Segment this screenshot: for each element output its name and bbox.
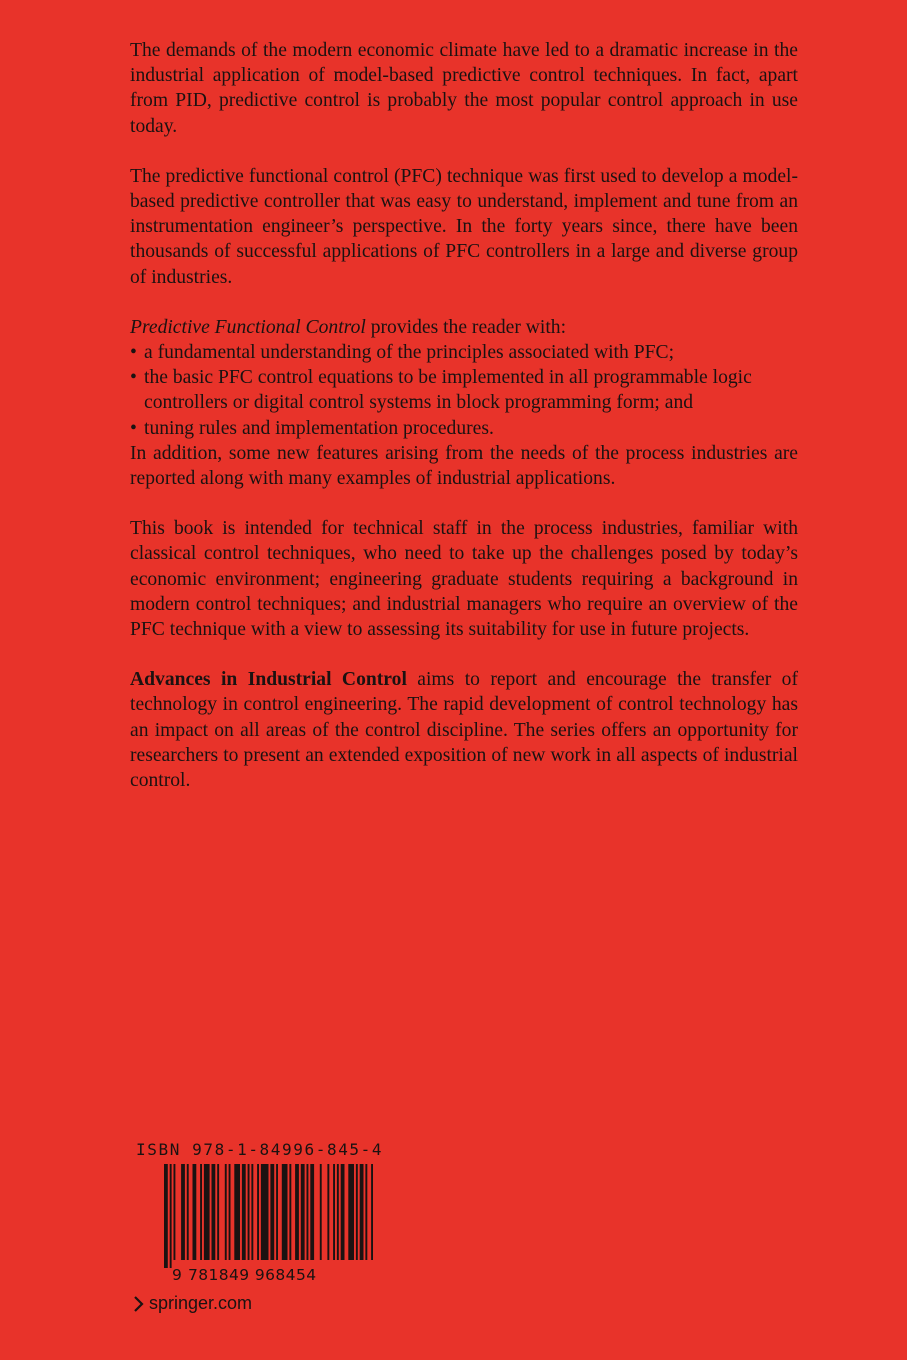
pfc-history-paragraph: The predictive functional control (PFC) technique was first used to develop a model-based predictive controller that was easy to understand, implement and tune from an instrumentation engineer’s perspective. In the forty years since, there have been thousands of successful applications of PFC controllers in a large and diverse group of industries. <box>130 165 798 288</box>
list-item <box>130 365 798 415</box>
publisher-website-text: springer.com <box>149 1293 253 1313</box>
reader-benefits-list <box>130 340 798 441</box>
intro-paragraph: The demands of the modern economic climate have led to a dramatic increase in the industrial application of model-based predictive control techniques. In fact, apart from PID, predictive control is probably the most popular control approach in use today. <box>130 40 798 137</box>
bullet-icon: • <box>130 417 137 439</box>
list-item <box>130 340 798 365</box>
bullet-icon: • <box>130 367 137 389</box>
reader-benefits-intro-text: provides the reader with: <box>365 316 567 338</box>
bullet-icon: • <box>130 342 137 364</box>
publisher-website-link[interactable] <box>133 1293 252 1314</box>
barcode-icon <box>134 1164 380 1274</box>
series-paragraph <box>130 667 798 793</box>
series-description: aims to report and encourage the transfer of technology in control engineering. The rapid development of control technology has an impact on all areas of the control discipline. The series offers an opportunity for researchers to present an extended exposition of new work in all aspects of industrial control. <box>130 669 798 792</box>
chevron-right-icon <box>133 1296 145 1312</box>
list-item <box>130 416 798 441</box>
list-item-text: a fundamental understanding of the principles associated with PFC; <box>144 342 675 364</box>
list-item-text: the basic PFC control equations to be implemented in all programmable logic controllers or digital control systems in block programming form; and <box>144 367 752 414</box>
audience-paragraph: This book is intended for technical staff in the process industries, familiar with classical control techniques, who need to take up the challenges posed by today’s economic environment; engineering graduate students requiring a background in modern control techniques; and industrial managers who require an overview of the PFC technique with a view to assessing its suitability for use in future projects. <box>130 518 798 641</box>
list-item-text: tuning rules and implementation procedures. <box>144 417 494 439</box>
blurb-text <box>130 38 798 818</box>
book-title-inline: Predictive Functional Control <box>130 316 366 338</box>
barcode-digit-groups: 781849 968454 <box>188 1266 317 1284</box>
series-name: Advances in Industrial Control <box>130 669 407 691</box>
reader-benefits-intro <box>130 315 798 340</box>
barcode-lead-digit: 9 <box>172 1266 183 1284</box>
new-features-paragraph: In addition, some new features arising from the needs of the process industries are reported along with many examples of industrial applications. <box>130 442 798 490</box>
isbn-label: ISBN 978-1-84996-845-4 <box>136 1140 384 1159</box>
barcode-block <box>134 1140 384 1290</box>
